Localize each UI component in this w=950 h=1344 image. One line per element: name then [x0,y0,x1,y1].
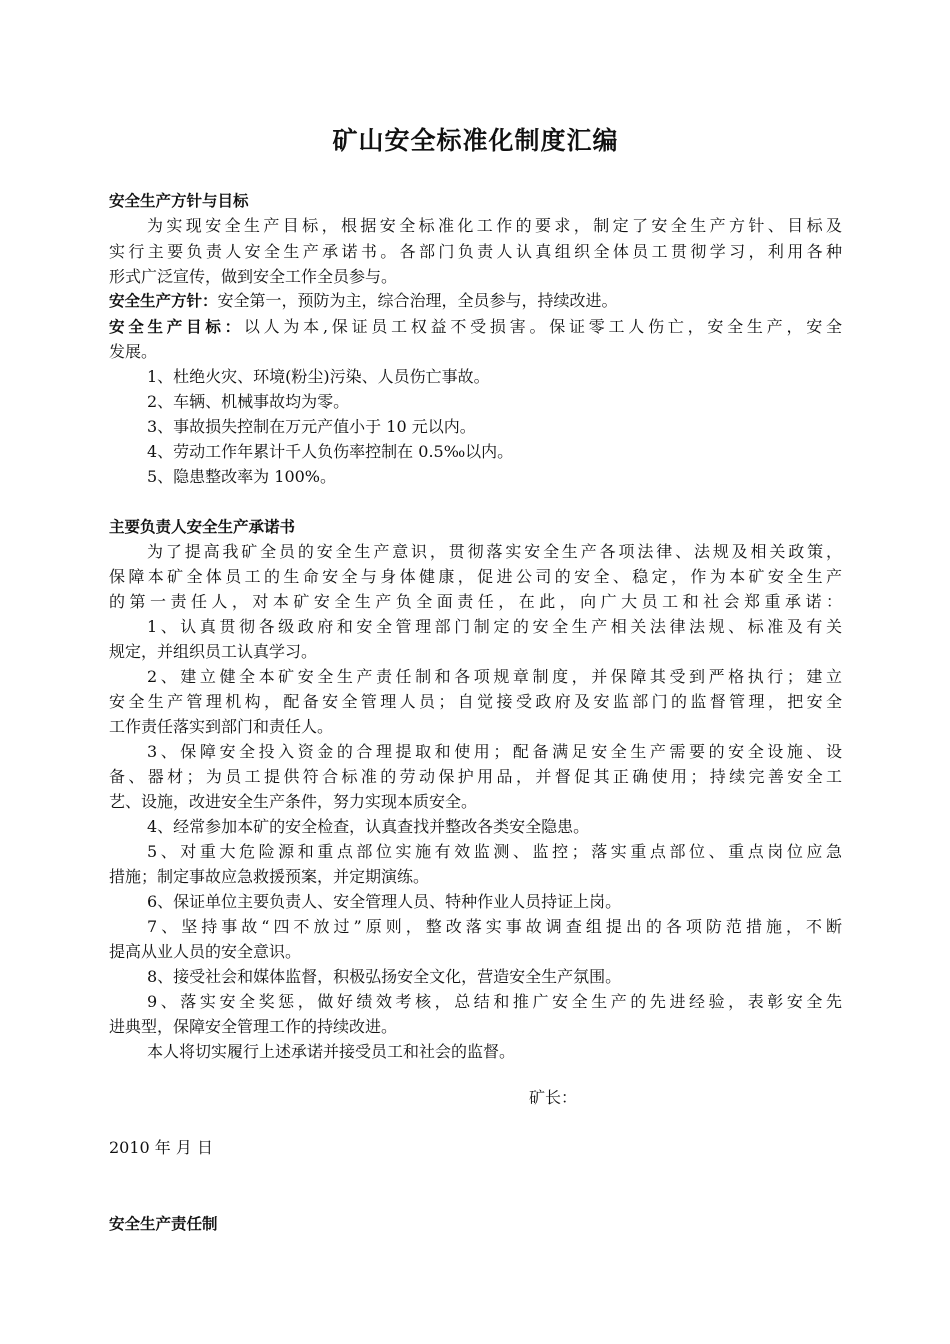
goal-item: 3、事故损失控制在万元产值小于 10 元以内。 [147,417,476,436]
paragraph-line: 7、坚持事故“四不放过”原则，整改落实事故调查组提出的各项防范措施，不断 [147,917,842,936]
paragraph-line: 1、认真贯彻各级政府和安全管理部门制定的安全生产相关法律法规、标准及有关 [147,617,842,636]
signature-label: 矿长： [529,1088,578,1107]
paragraph-line: 2、建立健全本矿安全生产责任制和各项规章制度，并保障其受到严格执行；建立 [147,667,842,686]
goal-item: 1、杜绝火灾、环境(粉尘)污染、人员伤亡事故。 [147,367,490,386]
goal-text: 以人为本,保证员工权益不受损害。保证零工人伤亡，安全生产，安全 [243,317,842,336]
paragraph-line: 形式广泛宣传，做到安全工作全员参与。 [109,267,398,286]
paragraph-line: 为了提高我矿全员的安全生产意识，贯彻落实安全生产各项法律、法规及相关政策， [147,542,842,561]
section-heading-responsibility: 安全生产责任制 [109,1215,218,1233]
section-heading-commitment: 主要负责人安全生产承诺书 [109,518,296,536]
paragraph-line: 为实现安全生产目标，根据安全标准化工作的要求，制定了安全生产方针、目标及 [147,216,842,235]
paragraph-line: 4、经常参加本矿的安全检查，认真查找并整改各类安全隐患。 [147,817,590,836]
date-line: 2010 年 月 日 [109,1138,213,1157]
paragraph-line: 规定，并组织员工认真学习。 [109,642,318,661]
paragraph-line: 3、保障安全投入资金的合理提取和使用；配备满足安全生产需要的安全设施、设 [147,742,842,761]
policy-text: 安全第一，预防为主，综合治理，全员参与，持续改进。 [217,291,618,310]
paragraph-line: 的第一责任人，对本矿安全生产负全面责任，在此，向广大员工和社会郑重承诺： [109,592,842,611]
section-heading-policy: 安全生产方针与目标 [109,192,249,210]
paragraph-line: 工作责任落实到部门和责任人。 [109,717,334,736]
paragraph-line: 安全生产管理机构，配备安全管理人员；自觉接受政府及安监部门的监督管理，把安全 [109,692,842,711]
goal-item: 2、车辆、机械事故均为零。 [147,392,350,411]
paragraph-line: 保障本矿全体员工的生命安全与身体健康，促进公司的安全、稳定，作为本矿安全生产 [109,567,842,586]
paragraph-line: 提高从业人员的安全意识。 [109,942,302,961]
document-title: 矿山安全标准化制度汇编 [332,126,619,155]
goal-line-cont: 发展。 [109,342,158,361]
policy-label: 安全生产方针： [109,292,218,310]
goal-item: 4、劳动工作年累计千人负伤率控制在 0.5‰以内。 [147,442,514,461]
paragraph-line: 备、器材；为员工提供符合标准的劳动保护用品，并督促其正确使用；持续完善安全工 [109,767,842,786]
paragraph-line: 艺、设施，改进安全生产条件，努力实现本质安全。 [109,792,478,811]
policy-line [109,288,842,314]
goal-line [109,314,842,340]
goal-item: 5、隐患整改率为 100%。 [147,467,337,486]
paragraph-line: 实行主要负责人安全生产承诺书。各部门负责人认真组织全体员工贯彻学习，利用各种 [109,242,842,261]
paragraph-line: 5、对重大危险源和重点部位实施有效监测、监控；落实重点部位、重点岗位应急 [147,842,842,861]
goal-label: 安全生产目标： [109,318,244,336]
paragraph-line: 6、保证单位主要负责人、安全管理人员、特种作业人员持证上岗。 [147,892,622,911]
paragraph-line: 9、落实安全奖惩，做好绩效考核，总结和推广安全生产的先进经验，表彰安全先 [147,992,842,1011]
paragraph-line: 本人将切实履行上述承诺并接受员工和社会的监督。 [147,1042,516,1061]
paragraph-line: 措施；制定事故应急救援预案，并定期演练。 [109,867,430,886]
paragraph-line: 8、接受社会和媒体监督，积极弘扬安全文化，营造安全生产氛围。 [147,967,622,986]
paragraph-line: 进典型，保障安全管理工作的持续改进。 [109,1017,398,1036]
